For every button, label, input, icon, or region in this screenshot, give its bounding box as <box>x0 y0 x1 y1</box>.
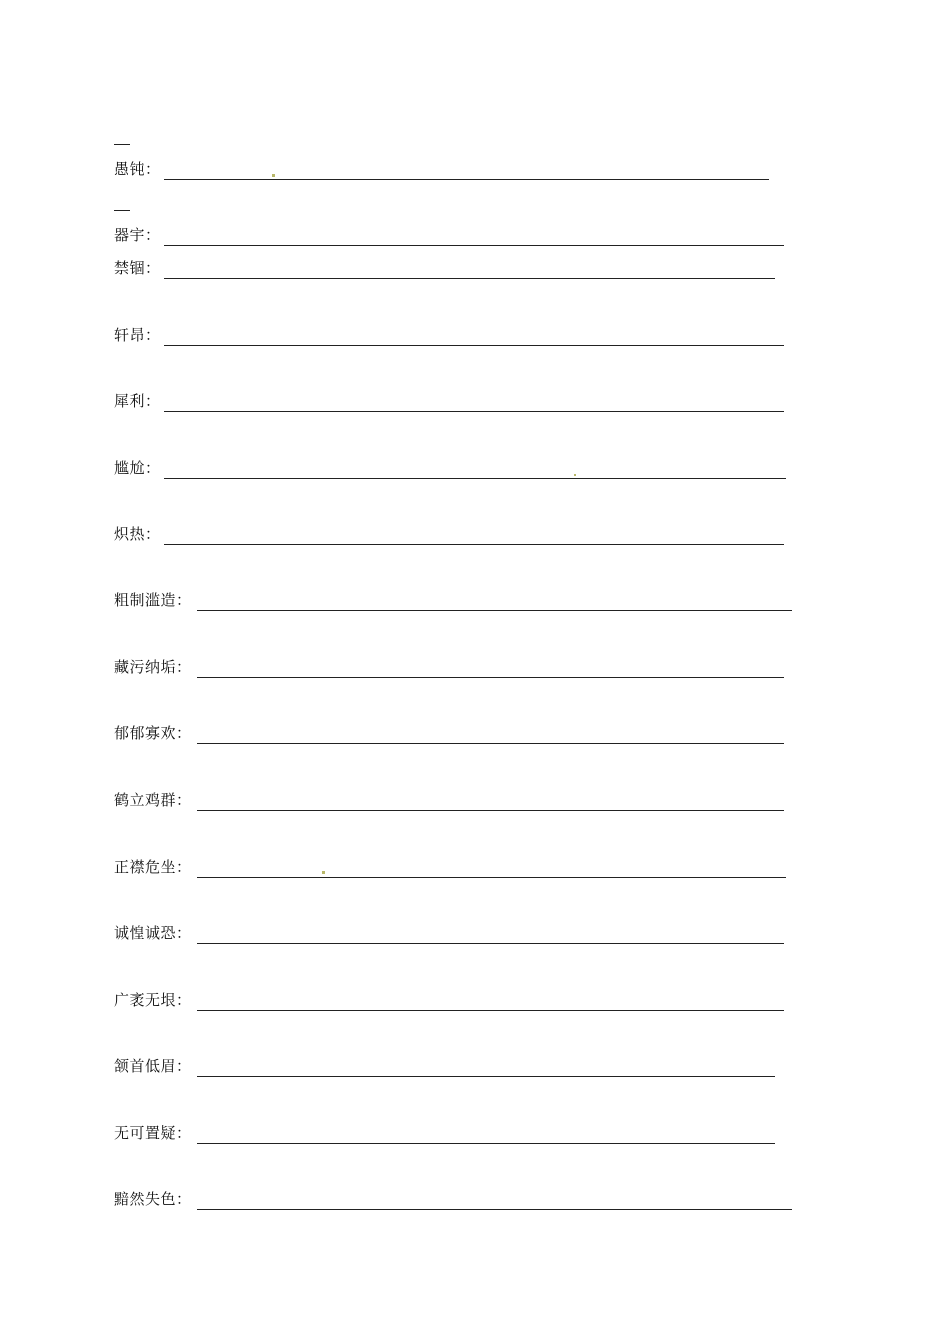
entry-row <box>114 1188 794 1210</box>
answer-line[interactable] <box>197 1076 775 1077</box>
dash-mark <box>114 210 130 211</box>
entry-row <box>114 224 786 246</box>
answer-line[interactable] <box>164 278 775 279</box>
entry-term: 诚惶诚恐： <box>114 924 192 942</box>
entry-row <box>114 656 786 678</box>
entry-term: 广袤无垠： <box>114 991 192 1009</box>
scan-speck <box>574 474 576 476</box>
entry-row <box>114 1122 778 1144</box>
answer-line[interactable] <box>197 677 784 678</box>
answer-line[interactable] <box>164 411 784 412</box>
dash-mark <box>114 144 130 145</box>
entry-row <box>114 390 786 412</box>
entry-row <box>114 324 786 346</box>
entry-term: 炽热： <box>114 525 161 543</box>
answer-line[interactable] <box>197 810 784 811</box>
entry-row <box>114 158 774 180</box>
entry-term: 鹤立鸡群： <box>114 791 192 809</box>
entry-row <box>114 457 788 479</box>
answer-line[interactable] <box>164 345 784 346</box>
entry-term: 黯然失色： <box>114 1190 192 1208</box>
answer-line[interactable] <box>197 743 784 744</box>
entry-term: 颔首低眉： <box>114 1057 192 1075</box>
answer-line[interactable] <box>197 610 792 611</box>
entry-row <box>114 523 786 545</box>
entry-term: 禁锢： <box>114 259 161 277</box>
answer-line[interactable] <box>164 478 786 479</box>
entry-term: 粗制滥造： <box>114 591 192 609</box>
entry-row <box>114 589 794 611</box>
entry-term: 轩昂： <box>114 326 161 344</box>
entry-term: 郁郁寡欢： <box>114 724 192 742</box>
entry-term: 正襟危坐： <box>114 858 192 876</box>
answer-line[interactable] <box>197 1209 792 1210</box>
answer-line[interactable] <box>197 943 784 944</box>
answer-line[interactable] <box>197 877 786 878</box>
entry-row <box>114 257 778 279</box>
entry-term: 藏污纳垢： <box>114 658 192 676</box>
entry-row <box>114 989 786 1011</box>
entry-row <box>114 1055 778 1077</box>
entry-term: 无可置疑： <box>114 1124 192 1142</box>
entry-term: 愚钝： <box>114 160 161 178</box>
entry-term: 尴尬： <box>114 459 161 477</box>
answer-line[interactable] <box>164 544 784 545</box>
answer-line[interactable] <box>197 1143 775 1144</box>
entry-row <box>114 722 786 744</box>
scan-speck <box>272 174 275 177</box>
entry-row <box>114 922 786 944</box>
entry-term: 犀利： <box>114 392 161 410</box>
scan-speck <box>322 871 325 874</box>
answer-line[interactable] <box>164 245 784 246</box>
answer-line[interactable] <box>197 1010 784 1011</box>
entry-row <box>114 789 786 811</box>
entry-term: 器宇： <box>114 226 161 244</box>
answer-line[interactable] <box>164 179 769 180</box>
entry-row <box>114 856 788 878</box>
